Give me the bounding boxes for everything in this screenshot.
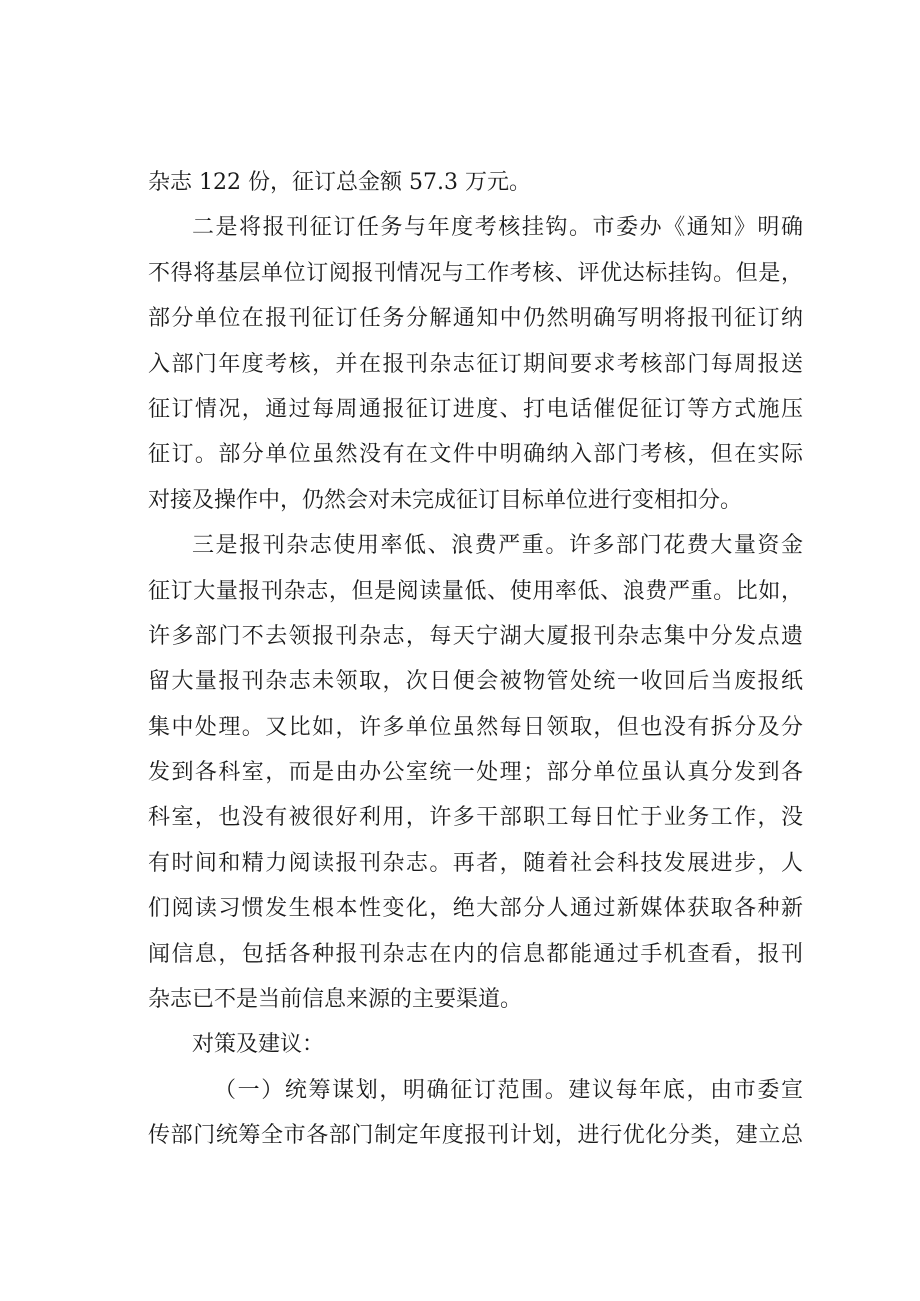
text-line: 们阅读习惯发生根本性变化，绝大部分人通过新媒体获取各种新	[148, 896, 803, 922]
text-line: 入部门年度考核，并在报刊杂志征订期间要求考核部门每周报送	[148, 351, 803, 377]
text-line: 对策及建议：	[192, 1032, 325, 1058]
text-line: 杂志已不是当前信息来源的主要渠道。	[148, 987, 523, 1013]
text-line: 有时间和精力阅读报刊杂志。再者，随着社会科技发展进步，人	[148, 850, 803, 876]
text-line: 部分单位在报刊征订任务分解通知中仍然明确写明将报刊征订纳	[148, 306, 803, 332]
text-line: 对接及操作中，仍然会对未完成征订目标单位进行变相扣分。	[148, 487, 743, 513]
text-line: 留大量报刊杂志未领取，次日便会被物管处统一收回后当废报纸	[148, 669, 803, 695]
text-line: 科室，也没有被很好利用，许多干部职工每日忙于业务工作，没	[148, 805, 803, 831]
text-line: 征订情况，通过每周通报征订进度、打电话催促征订等方式施压	[148, 396, 803, 422]
text-line: 杂志 122 份，征订总金额 57.3 万元。	[148, 170, 531, 195]
text-line: 传部门统筹全市各部门制定年度报刊计划，进行优化分类，建立总	[148, 1123, 803, 1149]
paragraph	[148, 205, 803, 523]
text-line: 二是将报刊征订任务与年度考核挂钩。市委办《通知》明确	[192, 215, 803, 241]
text-line: 许多部门不去领报刊杂志，每天宁湖大厦报刊杂志集中分发点遗	[148, 623, 803, 649]
text-line: （一）统筹谋划，明确征订范围。建议每年底，由市委宣	[214, 1077, 803, 1103]
paragraph	[148, 1022, 803, 1067]
text-line: 征订大量报刊杂志，但是阅读量低、使用率低、浪费严重。比如，	[148, 578, 803, 604]
text-line: 不得将基层单位订阅报刊情况与工作考核、评优达标挂钩。但是，	[148, 260, 803, 286]
text-line: 发到各科室，而是由办公室统一处理；部分单位虽认真分发到各	[148, 760, 803, 786]
paragraph	[148, 160, 803, 205]
text-line: 三是报刊杂志使用率低、浪费严重。许多部门花费大量资金	[192, 533, 803, 559]
document-body	[148, 160, 803, 1159]
text-line: 闻信息，包括各种报刊杂志在内的信息都能通过手机查看，报刊	[148, 941, 803, 967]
text-line: 征订。部分单位虽然没有在文件中明确纳入部门考核，但在实际	[148, 442, 803, 468]
paragraph	[148, 523, 803, 1022]
text-line: 集中处理。又比如，许多单位虽然每日领取，但也没有拆分及分	[148, 714, 803, 740]
paragraph	[148, 1068, 803, 1159]
